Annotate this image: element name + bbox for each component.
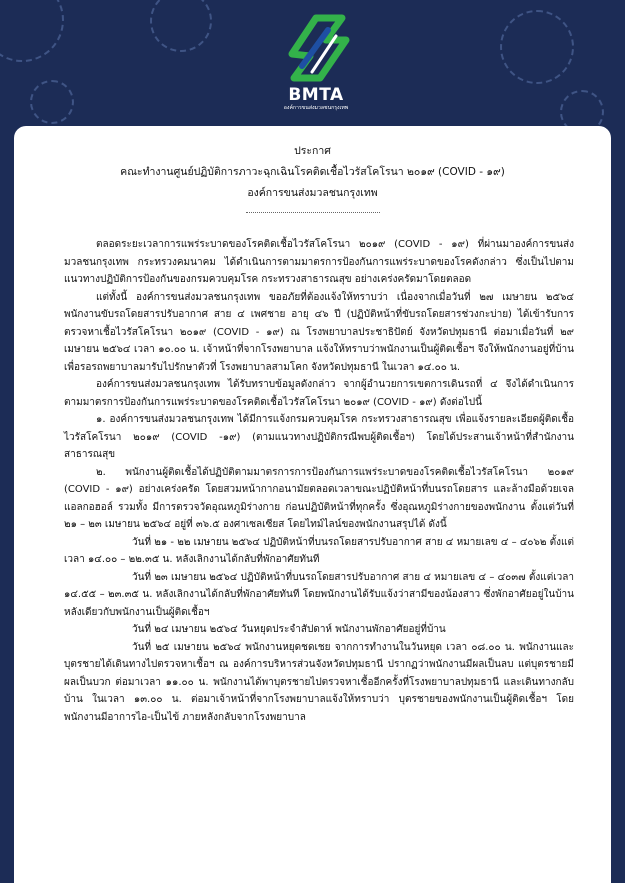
logo-wordmark: BMTA xyxy=(288,85,344,105)
announcement-body xyxy=(64,236,574,726)
paragraph-action-2: ๒. พนักงานผู้ติดเชื้อได้ปฏิบัติตามมาตรการการป้องกันการแพร่ระบาดของโรคติดเชื้อไวรัสโคโรนา ๒๐๑๙ (COVID - ๑๙) อย่างเคร่งครัด โดยสวมหน้ากากอนามัยตลอดเวลาขณะปฏิบัติหน้าที่บนรถโดยสาร และล้างมือด้วยเจลแอลกอฮอล์ รวมทั้ง มีการตรวจวัดอุณหภูมิร่างกาย ก่อนปฏิบัติหน้าที่ทุกครั้ง ซึ่งอุณหภูมิร่างกายของพนักงาน ตั้งแต่วันที่ ๒๑ – ๒๓ เมษายน ๒๕๖๔ อยู่ที่ ๓๖.๕ องศาเซลเซียส โดยไทม์ไลน์ของพนักงานสรุปได้ ดังนี้ xyxy=(64,466,574,530)
announcement-paper xyxy=(14,126,611,883)
header-banner xyxy=(0,0,625,122)
paragraph-actions-intro: องค์การขนส่งมวลชนกรุงเทพ ได้รับทราบข้อมูลดังกล่าว จากผู้อำนวยการเขตการเดินรถที่ ๔ จึงได้ดำเนินการตามมาตรการป้องกันการแพร่ระบาดของโรคติดเชื้อไวรัสโคโรนา ๒๐๑๙ (COVID - ๑๙) ดังต่อไปนี้ xyxy=(64,379,574,408)
bmta-logo xyxy=(272,6,360,118)
timeline-entry: วันที่ ๒๔ เมษายน ๒๕๖๔ วันหยุดประจำสัปดาห์ พนักงานพักอาศัยอยู่ที่บ้าน xyxy=(132,624,446,635)
announcement-subheading: คณะทำงานศูนย์ปฏิบัติการภาวะฉุกเฉินโรคติดเชื้อไวรัสโคโรนา ๒๐๑๙ (COVID - ๑๙) xyxy=(120,166,505,178)
logo-subtitle: องค์การขนส่งมวลชนกรุงเทพ xyxy=(283,105,349,111)
paragraph-incident: แต่ทั้งนี้ องค์การขนส่งมวลชนกรุงเทพ ขออภัยที่ต้องแจ้งให้ทราบว่า เนื่องจากเมื่อวันที่ ๒๗ เมษายน ๒๕๖๔ พนักงานขับรถโดยสารปรับอากาศ สาย ๔ เพศชาย อายุ ๔๖ ปี (ปฏิบัติหน้าที่ขับรถโดยสารช่วงกะบ่าย) ได้เข้ารับการตรวจหาเชื้อไวรัสโคโรนา ๒๐๑๙ (COVID - ๑๙) ณ โรงพยาบาลประชาธิปัตย์ จังหวัดปทุมธานี ต่อมาเมื่อวันที่ ๒๙ เมษายน ๒๕๖๔ เวลา ๑๐.๐๐ น. เจ้าหน้าที่จากโรงพยาบาล แจ้งให้ทราบว่าพนักงานเป็นผู้ติดเชื้อฯ จึงให้พนักงานอยู่ที่บ้าน เพื่อรอรถพยาบาลมารับไปรักษาตัวที่ โรงพยาบาลสามโคก จังหวัดปทุมธานี ในเวลา ๑๔.๐๐ น. xyxy=(64,291,574,373)
timeline-entry: วันที่ ๒๓ เมษายน ๒๕๖๔ ปฏิบัติหน้าที่บนรถโดยสารปรับอากาศ สาย ๔ หมายเลข ๔ – ๔๐๓๗ ตั้งแต่เวลา ๑๔.๕๕ – ๒๓.๓๕ น. หลังเลิกงานได้กลับที่พักอาศัยทันที โดยพนักงานได้รับแจ้งว่าสามีของน้องสาว ซึ่งพักอาศัยอยู่ในบ้านหลังเดียวกับพนักงานเป็นผู้ติดเชื้อฯ xyxy=(64,571,574,618)
timeline-entry: วันที่ ๒๕ เมษายน ๒๕๖๔ พนักงานหยุดชดเชย จากการทำงานในวันหยุด เวลา ๐๘.๐๐ น. พนักงานและบุตรชายได้เดินทางไปตรวจหาเชื้อฯ ณ องค์การบริหารส่วนจังหวัดปทุมธานี ปรากฏว่าพนักงานมีผลเป็นลบ แต่บุตรชายมีผลเป็นบวก ต่อมาเวลา ๑๑.๐๐ น. พนักงานได้พาบุตรชายไปตรวจหาเชื้ออีกครั้งที่โรงพยาบาลปทุมธานี และเดินทางกลับบ้าน ในเวลา ๑๓.๐๐ น. ต่อมาเจ้าหน้าที่จากโรงพยาบาลแจ้งให้ทราบว่า บุตรชายของพนักงานเป็นผู้ติดเชื้อฯ โดยพนักงานมีอาการไอ-เป็นไข้ ภายหลังกลับจากโรงพยาบาล xyxy=(64,641,574,723)
announcement-organization: องค์การขนส่งมวลชนกรุงเทพ xyxy=(247,187,378,199)
paragraph-action-1: ๑. องค์การขนส่งมวลชนกรุงเทพ ได้มีการแจ้งกรมควบคุมโรค กระทรวงสาธารณสุข เพื่อแจ้งรายละเอียดผู้ติดเชื้อไวรัสโคโรนา ๒๐๑๙ (COVID -๑๙) (ตามแนวทางปฏิบัติกรณีพบผู้ติดเชื้อฯ) โดยได้ประสานเจ้าหน้าที่สำนักงานสาธารณสุข xyxy=(64,414,574,460)
dotted-separator xyxy=(246,212,380,213)
announcement-heading: ประกาศ xyxy=(294,145,331,157)
timeline-entry: วันที่ ๒๑ - ๒๒ เมษายน ๒๕๖๔ ปฏิบัติหน้าที่บนรถโดยสารปรับอากาศ สาย ๔ หมายเลข ๔ – ๔๐๖๒ ตั้งแต่เวลา ๑๔.๐๐ – ๒๒.๓๕ น. หลังเลิกงานได้กลับที่พักอาศัยทันที xyxy=(64,536,574,565)
paragraph-intro: ตลอดระยะเวลาการแพร่ระบาดของโรคติดเชื้อไวรัสโคโรนา ๒๐๑๙ (COVID - ๑๙) ที่ผ่านมาองค์การขนส่งมวลชนกรุงเทพ กระทรวงคมนาคม ได้ดำเนินการตามมาตรการป้องกันการแพร่ระบาดของโรคดังกล่าว ซึ่งเป็นไปตามแนวทางปฏิบัติการป้องกันของกรมควบคุมโรค กระทรวงสาธารณสุข อย่างเคร่งครัดมาโดยตลอด xyxy=(64,239,574,285)
